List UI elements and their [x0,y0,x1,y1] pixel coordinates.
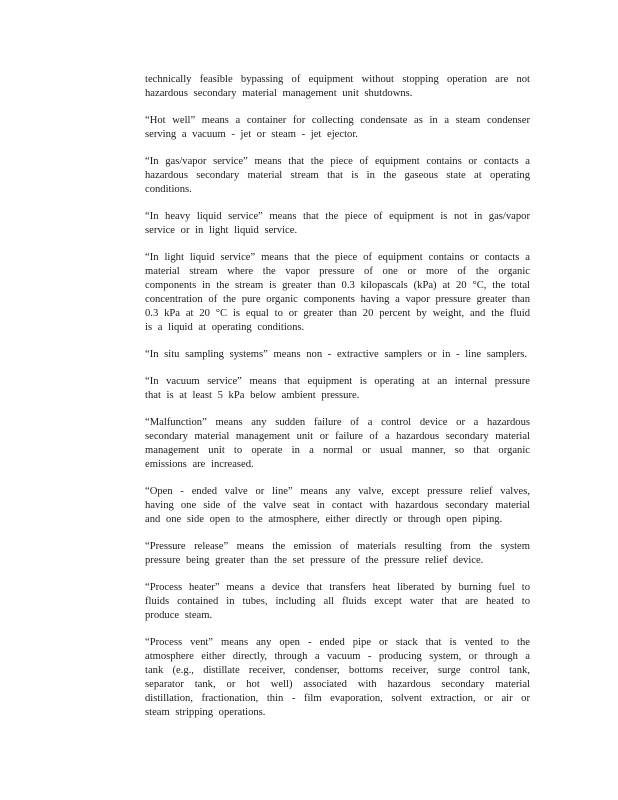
definition-in-situ-sampling-systems: “In situ sampling systems” means non - extractive samplers or in - line samplers. [145,349,528,360]
definition-in-vacuum-service: “In vacuum service” means that equipment is operating at an internal pressure that is at least 5 kPa below ambient pressure. [145,376,530,401]
definition-open-ended-valve-or-line: “Open - ended valve or line” means any valve, except pressure relief valves, having one side of the valve seat in contact with hazardous secondary material and one side open to the atmosphere, either directly or through open piping. [145,486,530,525]
definition-process-heater: “Process heater” means a device that transfers heat liberated by burning fuel to fluids contained in tubes, including all fluids except water that are heated to produce steam. [145,582,530,621]
definitions-text-block [145,73,530,720]
definition-process-vent: “Process vent” means any open - ended pipe or stack that is vented to the atmosphere either directly, through a vacuum - producing system, or through a tank (e.g., distillate receiver, condenser, bottoms receiver, surge control tank, separator tank, or hot well) associated with hazardous secondary material distillation, fractionation, thin - film evaporation, solvent extraction, or air or steam stripping operations. [145,637,530,718]
definition-in-heavy-liquid-service: “In heavy liquid service” means that the piece of equipment is not in gas/vapor service or in light liquid service. [145,211,530,236]
paragraph-bypassing-continuation: technically feasible bypassing of equipment without stopping operation are not hazardous secondary material management unit shutdowns. [145,74,530,99]
definition-hot-well: “Hot well” means a container for collecting condensate as in a steam condenser serving a vacuum - jet or steam - jet ejector. [145,115,530,140]
definition-in-gas-vapor-service: “In gas/vapor service” means that the piece of equipment contains or contacts a hazardous secondary material stream that is in the gaseous state at operating conditions. [145,156,530,195]
definition-malfunction: “Malfunction” means any sudden failure of a control device or a hazardous secondary material management unit or failure of a hazardous secondary material management unit to operate in a normal or usual manner, so that organic emissions are increased. [145,417,530,470]
definition-pressure-release: “Pressure release” means the emission of materials resulting from the system pressure being greater than the set pressure of the pressure relief device. [145,541,530,566]
definition-in-light-liquid-service: “In light liquid service” means that the piece of equipment contains or contacts a material stream where the vapor pressure of one or more of the organic components in the stream is greater than 0.3 kilopascals (kPa) at 20 °C, the total concentration of the pure organic components having a vapor pressure greater than 0.3 kPa at 20 °C is equal to or greater than 20 percent by weight, and the fluid is a liquid at operating conditions. [145,252,530,333]
